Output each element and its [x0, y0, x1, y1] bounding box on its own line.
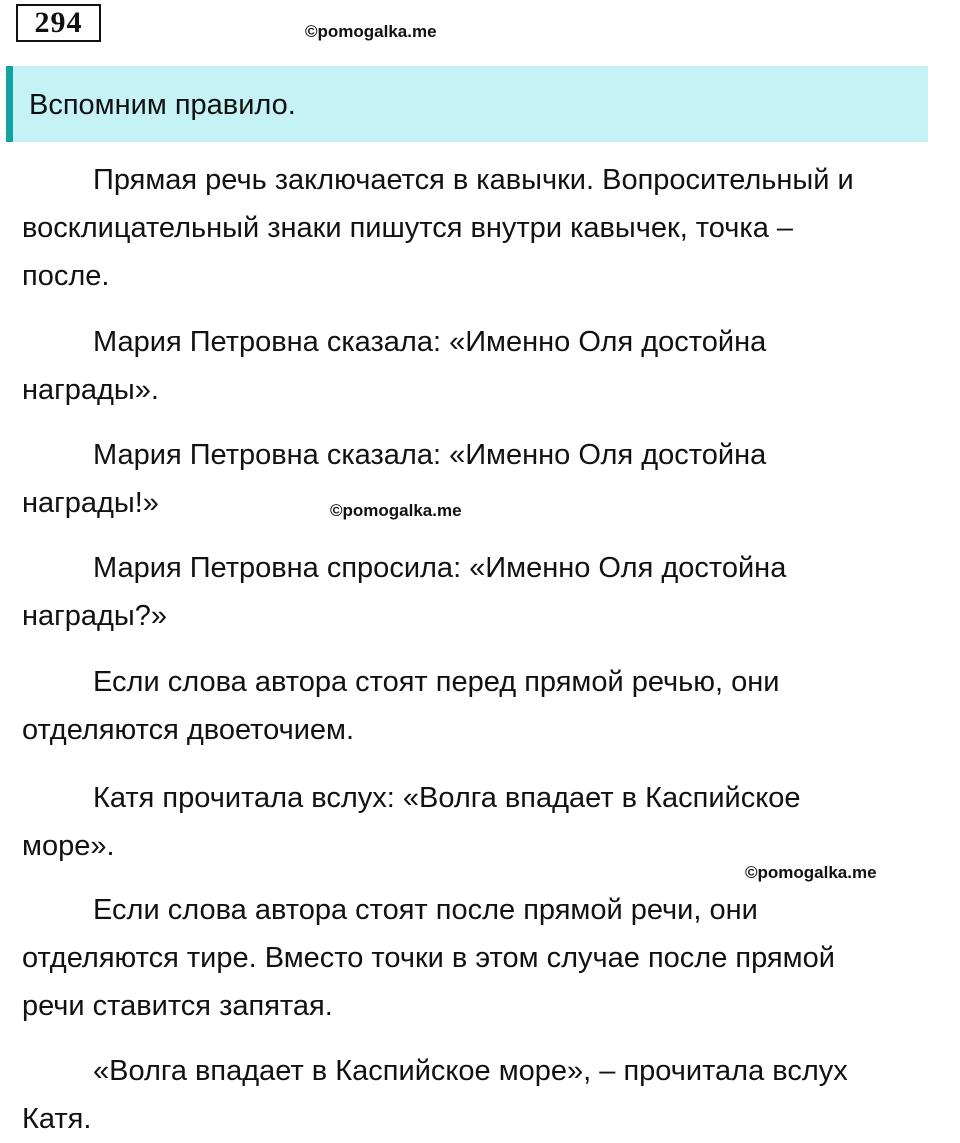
text-line: речи ставится запятая. — [22, 990, 333, 1022]
text-line: Мария Петровна спросила: «Именно Оля достойна — [93, 552, 787, 584]
rule-banner — [6, 66, 928, 142]
paragraph-example-dash — [22, 1047, 952, 1143]
text-line: награды». — [22, 374, 159, 406]
text-line: восклицательный знаки пишутся внутри кавычек, точка – — [22, 212, 794, 244]
text-line: награды?» — [22, 600, 167, 632]
text-line: награды!» — [22, 487, 159, 519]
paragraph-example-colon — [22, 774, 952, 870]
text-line: «Волга впадает в Каспийское море», – прочитала вслух — [93, 1055, 848, 1087]
paragraph-rule-colon — [22, 658, 952, 754]
text-line: Катя прочитала вслух: «Волга впадает в Каспийское — [93, 782, 801, 814]
text-line: Катя. — [22, 1103, 92, 1135]
paragraph-example-statement — [22, 318, 952, 414]
text-line: Мария Петровна сказала: «Именно Оля достойна — [93, 326, 767, 358]
paragraph-example-exclamation — [22, 431, 952, 527]
text-line: отделяются двоеточием. — [22, 714, 355, 746]
watermark: ©pomogalka.me — [330, 501, 462, 520]
text-line: море». — [22, 830, 115, 862]
paragraph-rule-dash — [22, 886, 952, 1030]
task-number: 294 — [16, 4, 101, 42]
text-line: Мария Петровна сказала: «Именно Оля достойна — [93, 439, 767, 471]
watermark: ©pomogalka.me — [305, 22, 437, 41]
text-line: Прямая речь заключается в кавычки. Вопросительный и — [93, 164, 854, 196]
text-line: Если слова автора стоят после прямой речи, они — [93, 894, 758, 926]
paragraph-example-question — [22, 544, 952, 640]
rule-banner-title: Вспомним правило. — [29, 89, 296, 121]
text-line: отделяются тире. Вместо точки в этом случае после прямой — [22, 942, 835, 974]
paragraph-rule-quotes — [22, 156, 952, 300]
watermark: ©pomogalka.me — [745, 863, 877, 882]
text-line: Если слова автора стоят перед прямой речью, они — [93, 666, 780, 698]
text-line: после. — [22, 260, 110, 292]
